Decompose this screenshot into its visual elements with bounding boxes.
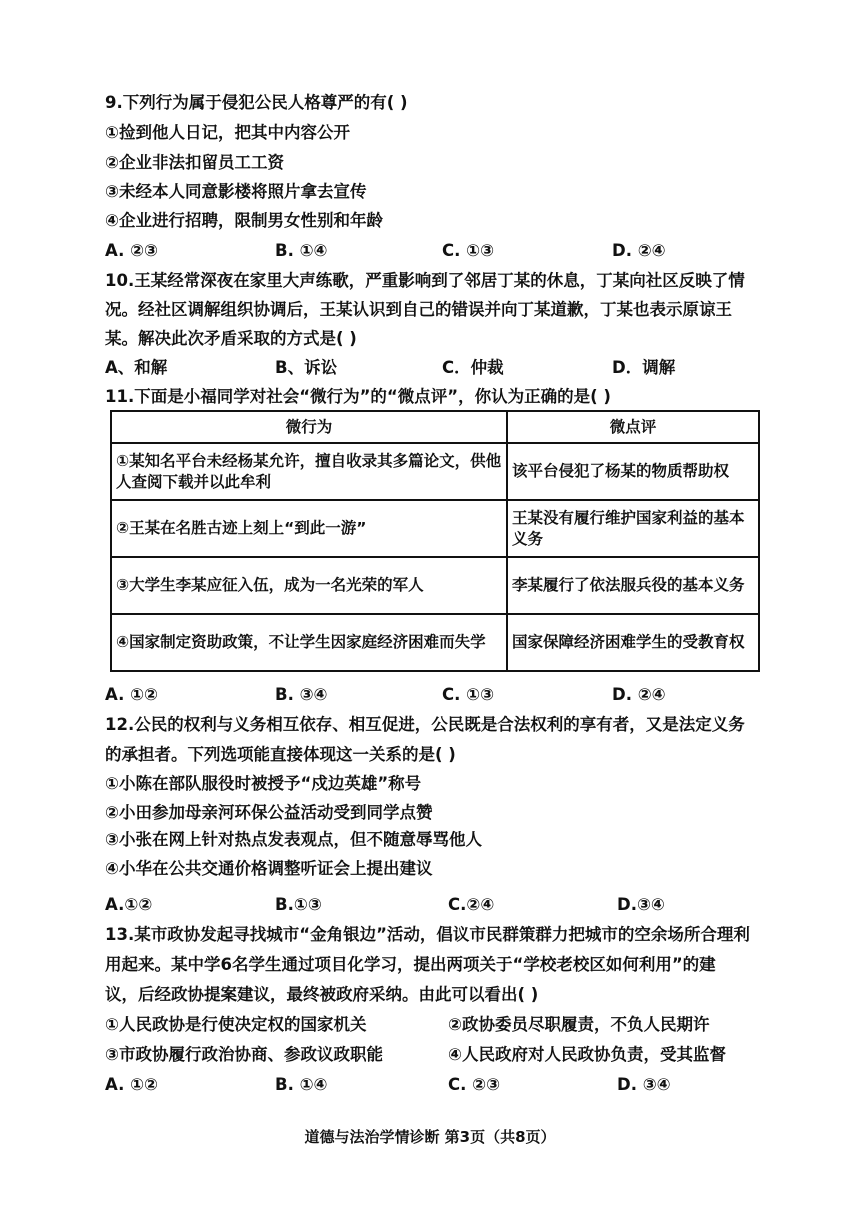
q11-row-2-comment: 王某没有履行维护国家利益的基本义务 [507, 500, 759, 557]
q12-item-3: ③小张在网上针对热点发表观点，但不随意辱骂他人 [105, 830, 482, 849]
q10-stem-line-3: 某。解决此次矛盾采取的方式是( ) [105, 329, 357, 348]
q11-option-a: A. ①② [105, 685, 159, 704]
q11-row-4-comment: 国家保障经济困难学生的受教育权 [507, 614, 759, 671]
q12-option-d: D.③④ [617, 895, 665, 914]
table-row [111, 614, 759, 671]
q11-row-1-comment: 该平台侵犯了杨某的物质帮助权 [507, 443, 759, 500]
q9-item-3: ③未经本人同意影楼将照片拿去宣传 [105, 182, 367, 201]
q9-item-1: ①捡到他人日记，把其中内容公开 [105, 123, 350, 142]
q13-item-1: ①人民政协是行使决定权的国家机关 [105, 1015, 367, 1034]
q10-option-a: A、和解 [105, 358, 168, 377]
q10-option-b: B、诉讼 [275, 358, 338, 377]
q13-item-3: ③市政协履行政治协商、参政议政职能 [105, 1045, 383, 1064]
q13-option-d: D. ③④ [617, 1075, 671, 1094]
q10-stem-line-2: 况。经社区调解组织协调后，王某认识到自己的错误并向丁某道歉，丁某也表示原谅王 [105, 300, 732, 319]
q11-table-header-row [111, 411, 759, 443]
q9-stem: 9.下列行为属于侵犯公民人格尊严的有( ) [105, 93, 408, 112]
q11-stem: 11.下面是小福同学对社会“微行为”的“微点评”，你认为正确的是( ) [105, 387, 611, 406]
q9-option-b: B. ①④ [275, 241, 328, 260]
q12-stem-line-2: 的承担者。下列选项能直接体现这一关系的是( ) [105, 745, 456, 764]
q11-row-3-behavior: ③大学生李某应征入伍，成为一名光荣的军人 [111, 557, 507, 614]
q13-option-b: B. ①④ [275, 1075, 328, 1094]
table-row [111, 443, 759, 500]
q13-stem-line-3: 议，后经政协提案建议，最终被政府采纳。由此可以看出( ) [105, 985, 539, 1004]
q12-stem-line-1: 12.公民的权利与义务相互依存、相互促进，公民既是合法权利的享有者，又是法定义务 [105, 715, 745, 734]
q11-header-comment: 微点评 [507, 411, 759, 443]
q13-item-2: ②政协委员尽职履责，不负人民期许 [448, 1015, 710, 1034]
q9-option-c: C. ①③ [442, 241, 495, 260]
q13-option-a: A. ①② [105, 1075, 159, 1094]
q12-option-b: B.①③ [275, 895, 322, 914]
q12-option-c: C.②④ [448, 895, 495, 914]
q12-option-a: A.①② [105, 895, 153, 914]
q12-item-4: ④小华在公共交通价格调整听证会上提出建议 [105, 859, 433, 878]
q9-option-d: D. ②④ [612, 241, 666, 260]
q11-option-d: D. ②④ [612, 685, 666, 704]
q11-row-3-comment: 李某履行了依法服兵役的基本义务 [507, 557, 759, 614]
q11-header-behavior: 微行为 [111, 411, 507, 443]
q12-item-1: ①小陈在部队服役时被授予“戍边英雄”称号 [105, 774, 422, 793]
q10-option-c: C．仲裁 [442, 358, 504, 377]
q11-table [110, 410, 760, 672]
q13-option-c: C. ②③ [448, 1075, 501, 1094]
q9-option-a: A. ②③ [105, 241, 159, 260]
q11-row-4-behavior: ④国家制定资助政策，不让学生因家庭经济困难而失学 [111, 614, 507, 671]
q11-option-c: C. ①③ [442, 685, 495, 704]
q10-option-d: D．调解 [612, 358, 676, 377]
q11-option-b: B. ③④ [275, 685, 328, 704]
q11-row-2-behavior: ②王某在名胜古迹上刻上“到此一游” [111, 500, 507, 557]
q13-item-4: ④人民政府对人民政协负责，受其监督 [448, 1045, 726, 1064]
q9-item-2: ②企业非法扣留员工工资 [105, 153, 284, 172]
q12-item-2: ②小田参加母亲河环保公益活动受到同学点赞 [105, 803, 433, 822]
q9-item-4: ④企业进行招聘，限制男女性别和年龄 [105, 211, 383, 230]
q13-stem-line-2: 用起来。某中学6名学生通过项目化学习，提出两项关于“学校老校区如何利用”的建 [105, 955, 716, 974]
page-footer: 道德与法治学情诊断 第3页（共8页） [304, 1128, 556, 1146]
q13-stem-line-1: 13.某市政协发起寻找城市“金角银边”活动，倡议市民群策群力把城市的空余场所合理利 [105, 925, 750, 944]
q10-stem-line-1: 10.王某经常深夜在家里大声练歌，严重影响到了邻居丁某的休息，丁某向社区反映了情 [105, 271, 745, 290]
table-row [111, 500, 759, 557]
q11-row-1-behavior: ①某知名平台未经杨某允许，擅自收录其多篇论文，供他人查阅下载并以此牟利 [111, 443, 507, 500]
table-row [111, 557, 759, 614]
